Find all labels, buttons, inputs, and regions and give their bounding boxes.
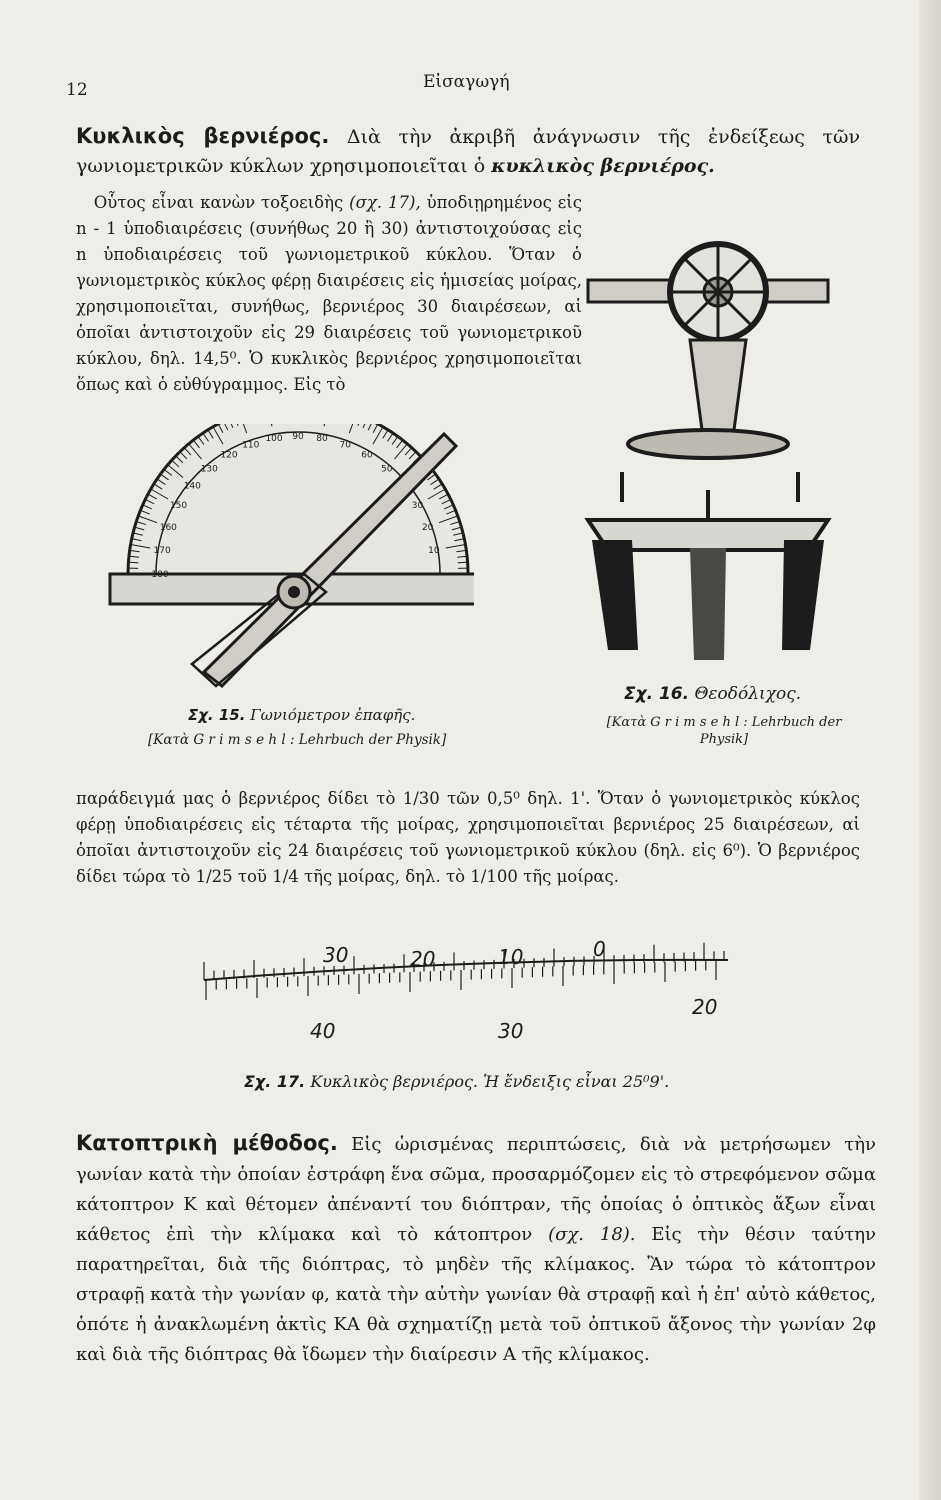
- protractor-label: 100: [265, 434, 283, 445]
- upper-label-30: 30: [323, 943, 349, 967]
- running-title: Εἰσαγωγή: [423, 72, 510, 92]
- fig17-num: Σχ. 17.: [244, 1072, 306, 1091]
- mirror-text-a: Εἰς ὡρισμένας περιπτώσεις, διὰ νὰ μετρήσωμεν τὴν γωνίαν κατὰ τὴν ὁποίαν ἐστράφη ἕνα σῶμα, προσαρμόζομεν εἰς τὸ στρεφόμενον σῶμα κάτοπτρον Κ καὶ θέτομεν ἀπέναντί του διόπτραν, τῆς ὁποίας ὁ ὀπτικὸς ἄξων εἶναι κάθετος ἐπὶ τὴν κλίμακα καὶ τὸ κάτοπτρον: [76, 1134, 876, 1245]
- protractor-label: 30: [411, 501, 424, 511]
- protractor-label: 170: [153, 546, 171, 557]
- section-vernier-intro: [76, 122, 860, 181]
- fig16-num: Σχ. 16.: [624, 684, 690, 704]
- protractor-label: 120: [220, 450, 238, 461]
- protractor-label: 20: [421, 522, 434, 533]
- protractor-tick: [458, 562, 468, 563]
- alidade-column: [690, 340, 746, 430]
- figure-17-vernier: [198, 938, 758, 1048]
- vernier-scale-line: [204, 960, 728, 980]
- figure-15-caption: [188, 706, 415, 724]
- intro-emphasis: κυκλικὸς βερνιέρος.: [491, 155, 715, 177]
- page-edge: [919, 0, 941, 1500]
- protractor-label: 70: [339, 440, 351, 451]
- figure-16-theodolite: [578, 240, 838, 670]
- fig16-title: Θεοδόλιχος.: [694, 684, 802, 704]
- vernier-text-narrow: [76, 190, 582, 398]
- mirror-text-b: Εἰς τὴν θέσιν ταύτην παρατηρεῖται, διὰ τῆς διόπτρας, τὸ μηδὲν τῆς κλίμακος. Ἂν τώρα τὸ κάτοπτρον στραφῇ κατὰ τὴν γωνίαν φ, κατὰ τὴν αὐτὴν γωνίαν θὰ στραφῇ καὶ ἡ ἐπ' αὐτὸ κάθετος, ὁπότε ἡ ἀνακλωμένη ἀκτὶς ΚΑ θὰ σχηματίζῃ μετὰ τοῦ ὀπτικοῦ ἄξονος τὴν γωνίαν 2φ καὶ διὰ τῆς διόπτρας θὰ ἴδωμεν τὴν διαίρεσιν Α τῆς κλίμακος.: [76, 1224, 877, 1365]
- protractor-label: 50: [380, 464, 393, 475]
- body-a-1: Οὗτος εἶναι κανὼν τοξοειδὴς: [93, 193, 344, 212]
- protractor-label: 150: [169, 501, 188, 511]
- section-heading-mirror: Κατοπτρικὴ μέθοδος.: [76, 1131, 338, 1155]
- upper-label-10: 10: [498, 945, 524, 969]
- protractor-label: 60: [361, 450, 373, 461]
- tripod-leg-right: [782, 540, 824, 650]
- fig17-title: Κυκλικὸς βερνιέρος.: [310, 1072, 479, 1091]
- fig15-num: Σχ. 15.: [188, 706, 246, 724]
- section-heading-vernier: Κυκλικὸς βερνιέρος.: [76, 124, 330, 148]
- protractor-label: 10: [428, 546, 440, 557]
- circle-spokes: [672, 246, 764, 338]
- vernier-continuation: παράδειγμά μας ὁ βερνιέρος δίδει τὸ 1/30 τῶν 0,5⁰ δηλ. 1'. Ὅταν ὁ γωνιομετρικὸς κύκλος φέρῃ ὑποδιαιρέσεις εἰς τέταρτα τῆς μοίρας, χρησιμοποιεῖται βερνιέρος 25 διαιρέσεων, αἱ ὁποῖαι ἀντιστοιχοῦν εἰς 24 διαιρέσεις τοῦ γωνιομετρικοῦ κύκλου (δηλ. εἰς 6⁰). Ὁ βερνιέρος δίδει τώρα τὸ 1/25 τοῦ 1/4 τῆς μοίρας, δηλ. τὸ 1/100 τῆς μοίρας.: [76, 789, 860, 886]
- upper-label-20: 20: [410, 947, 436, 971]
- protractor-label: 80: [316, 434, 328, 445]
- lower-label-20: 20: [692, 995, 718, 1019]
- protractor-label: 140: [183, 481, 201, 492]
- protractor-tick: [128, 562, 138, 563]
- figure-16-source: [Κατὰ G r i m s e h l : Lehrbuch der Physik]: [606, 715, 842, 747]
- protractor-pivot-center: [288, 586, 300, 598]
- fig15-title: Γωνιόμετρον ἐπαφῆς.: [250, 706, 416, 724]
- page-number: 12: [66, 80, 88, 100]
- upper-label-0: 0: [593, 938, 606, 961]
- body-a-2: ὑποδιῃρημένος εἰς n - 1 ὑποδιαιρέσεις: [76, 193, 583, 238]
- section-mirror-method: [76, 1128, 876, 1370]
- protractor-arc: [128, 424, 468, 574]
- protractor-label: 160: [159, 522, 177, 533]
- figure-ref-18: (σχ. 18).: [548, 1224, 636, 1245]
- horizontal-circle: [628, 430, 788, 458]
- tripod-leg-center: [690, 548, 726, 660]
- figure-ref-17: (σχ. 17),: [349, 193, 421, 212]
- intro-text: Διὰ τὴν ἀκριβῆ ἀνάγνωσιν τῆς ἐνδείξεως τῶν γωνιομετρικῶν κύκλων χρησιμοποιεῖται ὁ: [76, 126, 860, 177]
- vernier-ticks: [204, 943, 724, 1000]
- protractor-label: 90: [292, 432, 304, 442]
- lower-label-30: 30: [498, 1019, 524, 1043]
- body-b: (συνήθως 20 ἢ 30) ἀντιστοιχούσας εἰς n ὑποδιαιρέσεις τοῦ γωνιομετρικοῦ κύκλου. Ὅταν ὁ γωνιομετρικὸς κύκλος φέρῃ διαιρέσεις εἰς ἡμισείας μοίρας, χρησιμοποιεῖται, συνήθως, βερνιέρος 30 διαιρέσεων, αἱ ὁποῖαι ἀντιστοιχοῦν εἰς 29 διαιρέσεις τοῦ γωνιομετρικοῦ κύκλου, δηλ. 14,5⁰. Ὁ κυκλικὸς βερνιέρος χρησιμοποιεῖται ὅπως καὶ ὁ εὐθύγραμμος. Εἰς τὸ: [76, 219, 582, 394]
- figure-15-source: [Κατὰ G r i m s e h l : Lehrbuch der Physik]: [148, 732, 447, 748]
- protractor-label: 180: [151, 570, 169, 580]
- figure-16-caption: [624, 684, 801, 704]
- fig17-reading: Ἡ ἔνδειξις εἶναι 25⁰9'.: [483, 1072, 670, 1091]
- figure-15-protractor: [104, 424, 474, 694]
- lower-label-40: 40: [310, 1019, 336, 1043]
- tripod-leg-left: [592, 540, 638, 650]
- figure-17-caption: [244, 1072, 669, 1091]
- protractor-label: 130: [200, 464, 218, 475]
- protractor-label: 110: [242, 440, 260, 451]
